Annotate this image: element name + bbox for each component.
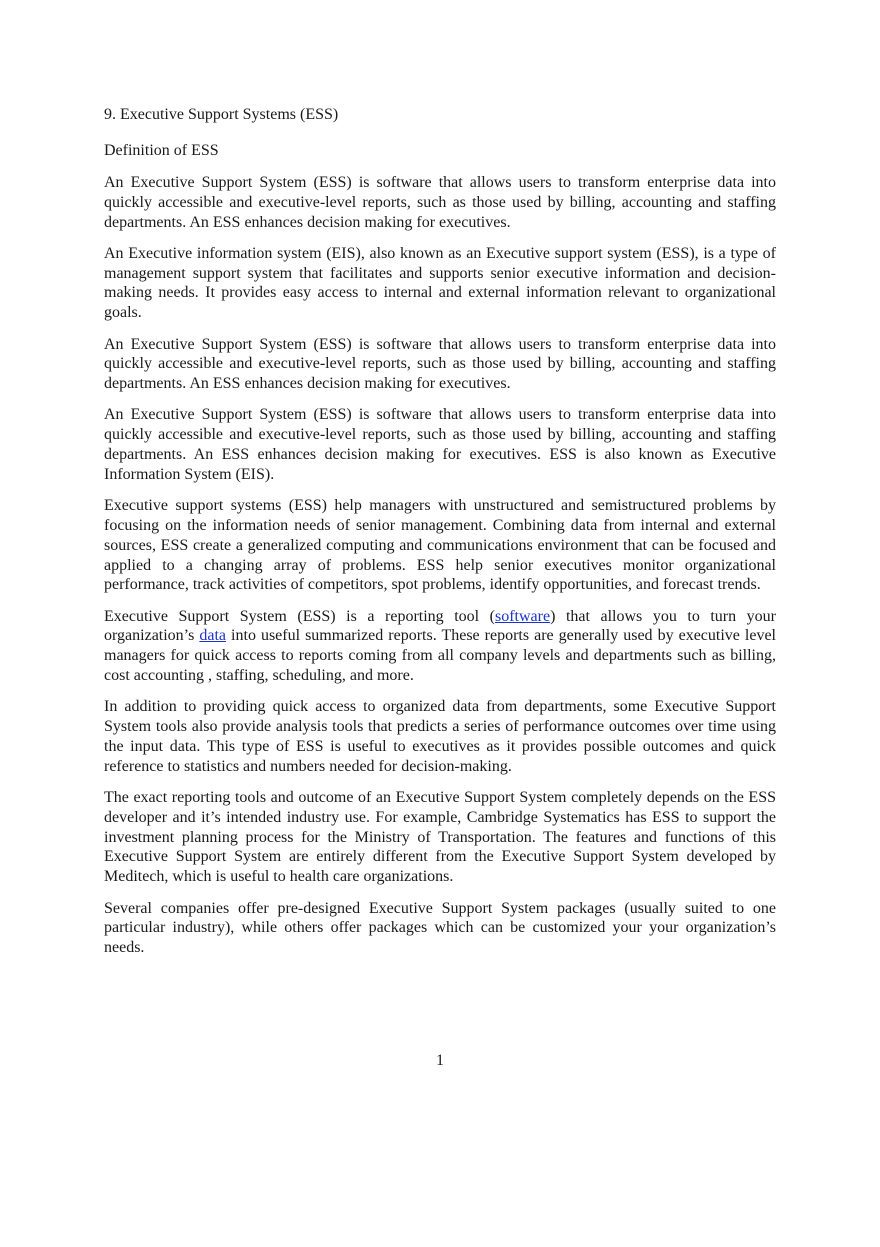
paragraph-6-text-start: Executive Support System (ESS) is a reporting tool ( — [104, 607, 495, 625]
definition-subheading: Definition of ESS — [104, 142, 219, 159]
page-number: 1 — [436, 1052, 444, 1069]
paragraph-6 — [104, 607, 776, 686]
data-link[interactable]: data — [199, 627, 227, 645]
paragraph-6-text-middle: ) that allows you to turn your organization’s — [104, 607, 777, 645]
section-heading: 9. Executive Support Systems (ESS) — [104, 106, 339, 123]
document-body — [104, 105, 776, 969]
paragraph-7: In addition to providing quick access to organized data from departments, some Executive Support System tools also provide analysis tools that predicts a series of performance outcomes over time using the input data. This type of ESS is useful to executives as it provides possible outcomes and quick reference to statistics and numbers needed for decision-making. — [104, 698, 776, 775]
paragraph-8: The exact reporting tools and outcome of an Executive Support System completely depends on the ESS developer and it’s intended industry use. For example, Cambridge Systematics has ESS to support the investment planning process for the Ministry of Transportation. The features and functions of this Executive Support System are entirely different from the Executive Support System developed by Meditech, which is useful to health care organizations. — [104, 789, 776, 886]
paragraph-3: An Executive Support System (ESS) is software that allows users to transform enterprise data into quickly accessible and executive-level reports, such as those used by billing, accounting and staffing departments. An ESS enhances decision making for executives. — [104, 335, 776, 393]
paragraph-1: An Executive Support System (ESS) is software that allows users to transform enterprise data into quickly accessible and executive-level reports, such as those used by billing, accounting and staffing departments. An ESS enhances decision making for executives. — [104, 174, 776, 231]
paragraph-5: Executive support systems (ESS) help managers with unstructured and semistructured problems by focusing on the information needs of senior management. Combining data from internal and external sources, ESS create a generalized computing and communications environment that can be focused and applied to a changing array of problems. ESS help senior executives monitor organizational performance, track activities of competitors, spot problems, identify opportunities, and forecast trends. — [104, 497, 776, 594]
paragraph-2: An Executive information system (EIS), also known as an Executive support system (ESS), is a type of management support system that facilitates and supports senior executive information and decision-making needs. It provides easy access to internal and external information relevant to organizational goals. — [104, 244, 776, 322]
software-link[interactable]: software — [495, 607, 551, 625]
paragraph-9: Several companies offer pre-designed Executive Support System packages (usually suited to one particular industry), while others offer packages which can be customized your your organization’s needs. — [104, 899, 776, 957]
paragraph-4: An Executive Support System (ESS) is software that allows users to transform enterprise data into quickly accessible and executive-level reports, such as those used by billing, accounting and staffing departments. An ESS enhances decision making for executives. ESS is also known as Executive Information System (EIS). — [104, 406, 776, 483]
paragraph-6-text-end: into useful summarized reports. These reports are generally used by executive level managers for quick access to reports coming from all company levels and departments such as billing, cost accounting , staffing, scheduling, and more. — [104, 627, 776, 685]
